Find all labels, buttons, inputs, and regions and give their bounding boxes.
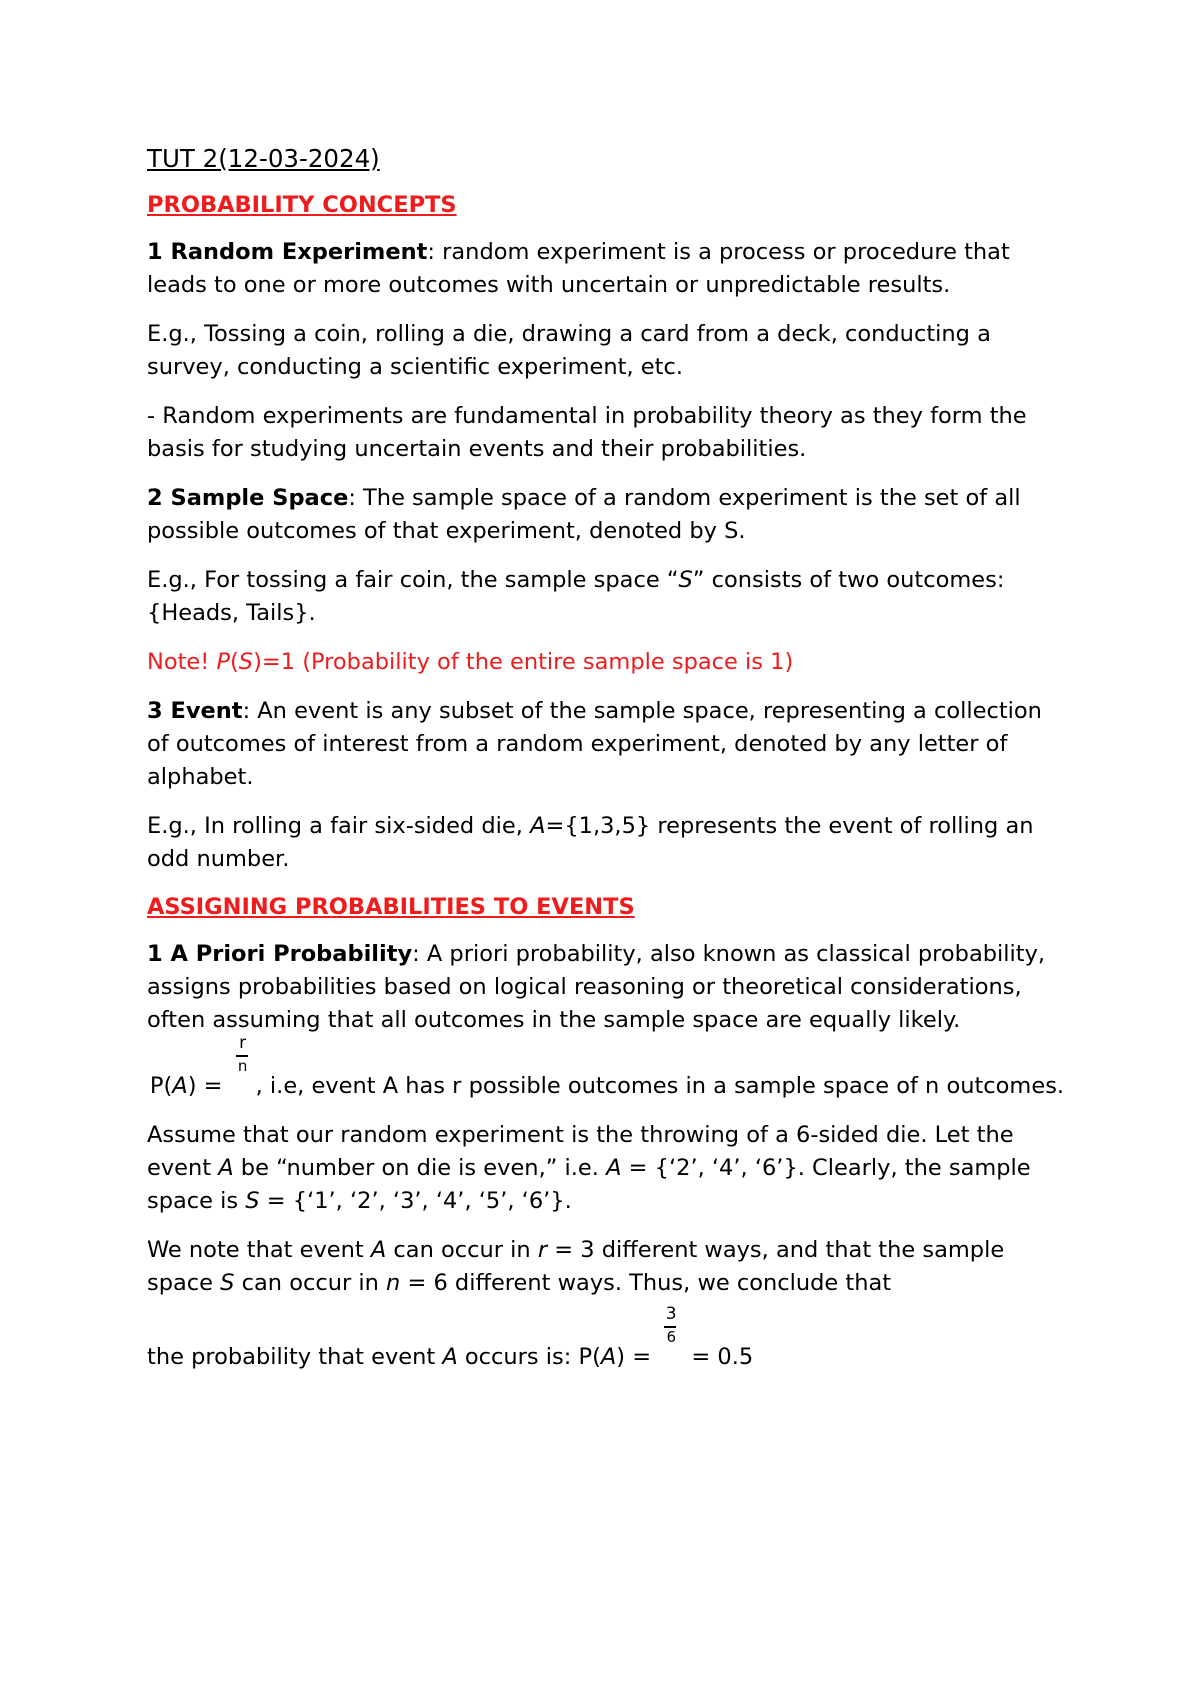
a-priori-formula: P(A) = $\frac{r}{n}$ , i.e, event A has r possible outcomes in a sample space of n outcomes. — [149, 1033, 1065, 1099]
a-priori-definition: 1 A Priori Probability: A priori probability, also known as classical probability, assigns probabilities based on logical reasoning or theoretical considerations, often assuming that all outcomes in the sample space are equally likely. — [147, 941, 1046, 1033]
term-event: 3 Event — [147, 698, 243, 724]
random-experiment-example: E.g., Tossing a coin, rolling a die, drawing a card from a deck, conducting a survey, conducting a scientific experiment, etc. — [147, 321, 991, 380]
example-conclusion-line: the probability that event A occurs is: P(A) = $\frac{3}{6}$ = 0.5 — [147, 1304, 754, 1370]
sample-space-example: E.g., For tossing a fair coin, the sample space “S” consists of two outcomes: {Heads, Tails}. — [147, 567, 1005, 626]
term-random-experiment: 1 Random Experiment — [147, 239, 428, 265]
document-content — [147, 142, 1067, 1390]
event-example: E.g., In rolling a fair six-sided die, A={1,3,5} represents the event of rolling an odd number. — [147, 813, 1034, 872]
page-title: TUT 2(12-03-2024) — [147, 144, 380, 173]
fraction-denominator: n — [237, 1057, 248, 1075]
fraction-numerator: r — [239, 1033, 247, 1053]
fraction-r-over-n — [234, 1033, 252, 1089]
section-heading-probability-concepts: PROBABILITY CONCEPTS — [147, 192, 457, 218]
sample-space-note: Note! P(S)=1 (Probability of the entire sample space is 1) — [147, 649, 794, 675]
fraction-numerator: 3 — [665, 1304, 677, 1324]
example-die-paragraph: Assume that our random experiment is the throwing of a 6-sided die. Let the event A be “number on die is even,” i.e. A = {‘2’, ‘4’, ‘6’}. Clearly, the sample space is S = {‘1’, ‘2’, ‘3’, ‘4’, ‘5’, ‘6’}. — [147, 1122, 1031, 1214]
fraction-3-over-6 — [662, 1304, 680, 1360]
term-sample-space: 2 Sample Space — [147, 485, 349, 511]
random-experiment-note: - Random experiments are fundamental in probability theory as they form the basis for studying uncertain events and their probabilities. — [147, 403, 1027, 462]
sample-space-definition: 2 Sample Space: The sample space of a random experiment is the set of all possible outcomes of that experiment, denoted by S. — [147, 485, 1021, 544]
fraction-denominator: 6 — [666, 1328, 676, 1346]
random-experiment-definition: 1 Random Experiment: random experiment is a process or procedure that leads to one or more outcomes with uncertain or unpredictable results. — [147, 239, 1010, 298]
example-ways-paragraph: We note that event A can occur in r = 3 different ways, and that the sample space S can occur in n = 6 different ways. Thus, we conclude that — [147, 1237, 1005, 1296]
event-definition: 3 Event: An event is any subset of the sample space, representing a collection of outcomes of interest from a random experiment, denoted by any letter of alphabet. — [147, 698, 1042, 790]
term-a-priori: 1 A Priori Probability — [147, 941, 413, 967]
section-heading-assigning-probabilities: ASSIGNING PROBABILITIES TO EVENTS — [147, 894, 635, 920]
